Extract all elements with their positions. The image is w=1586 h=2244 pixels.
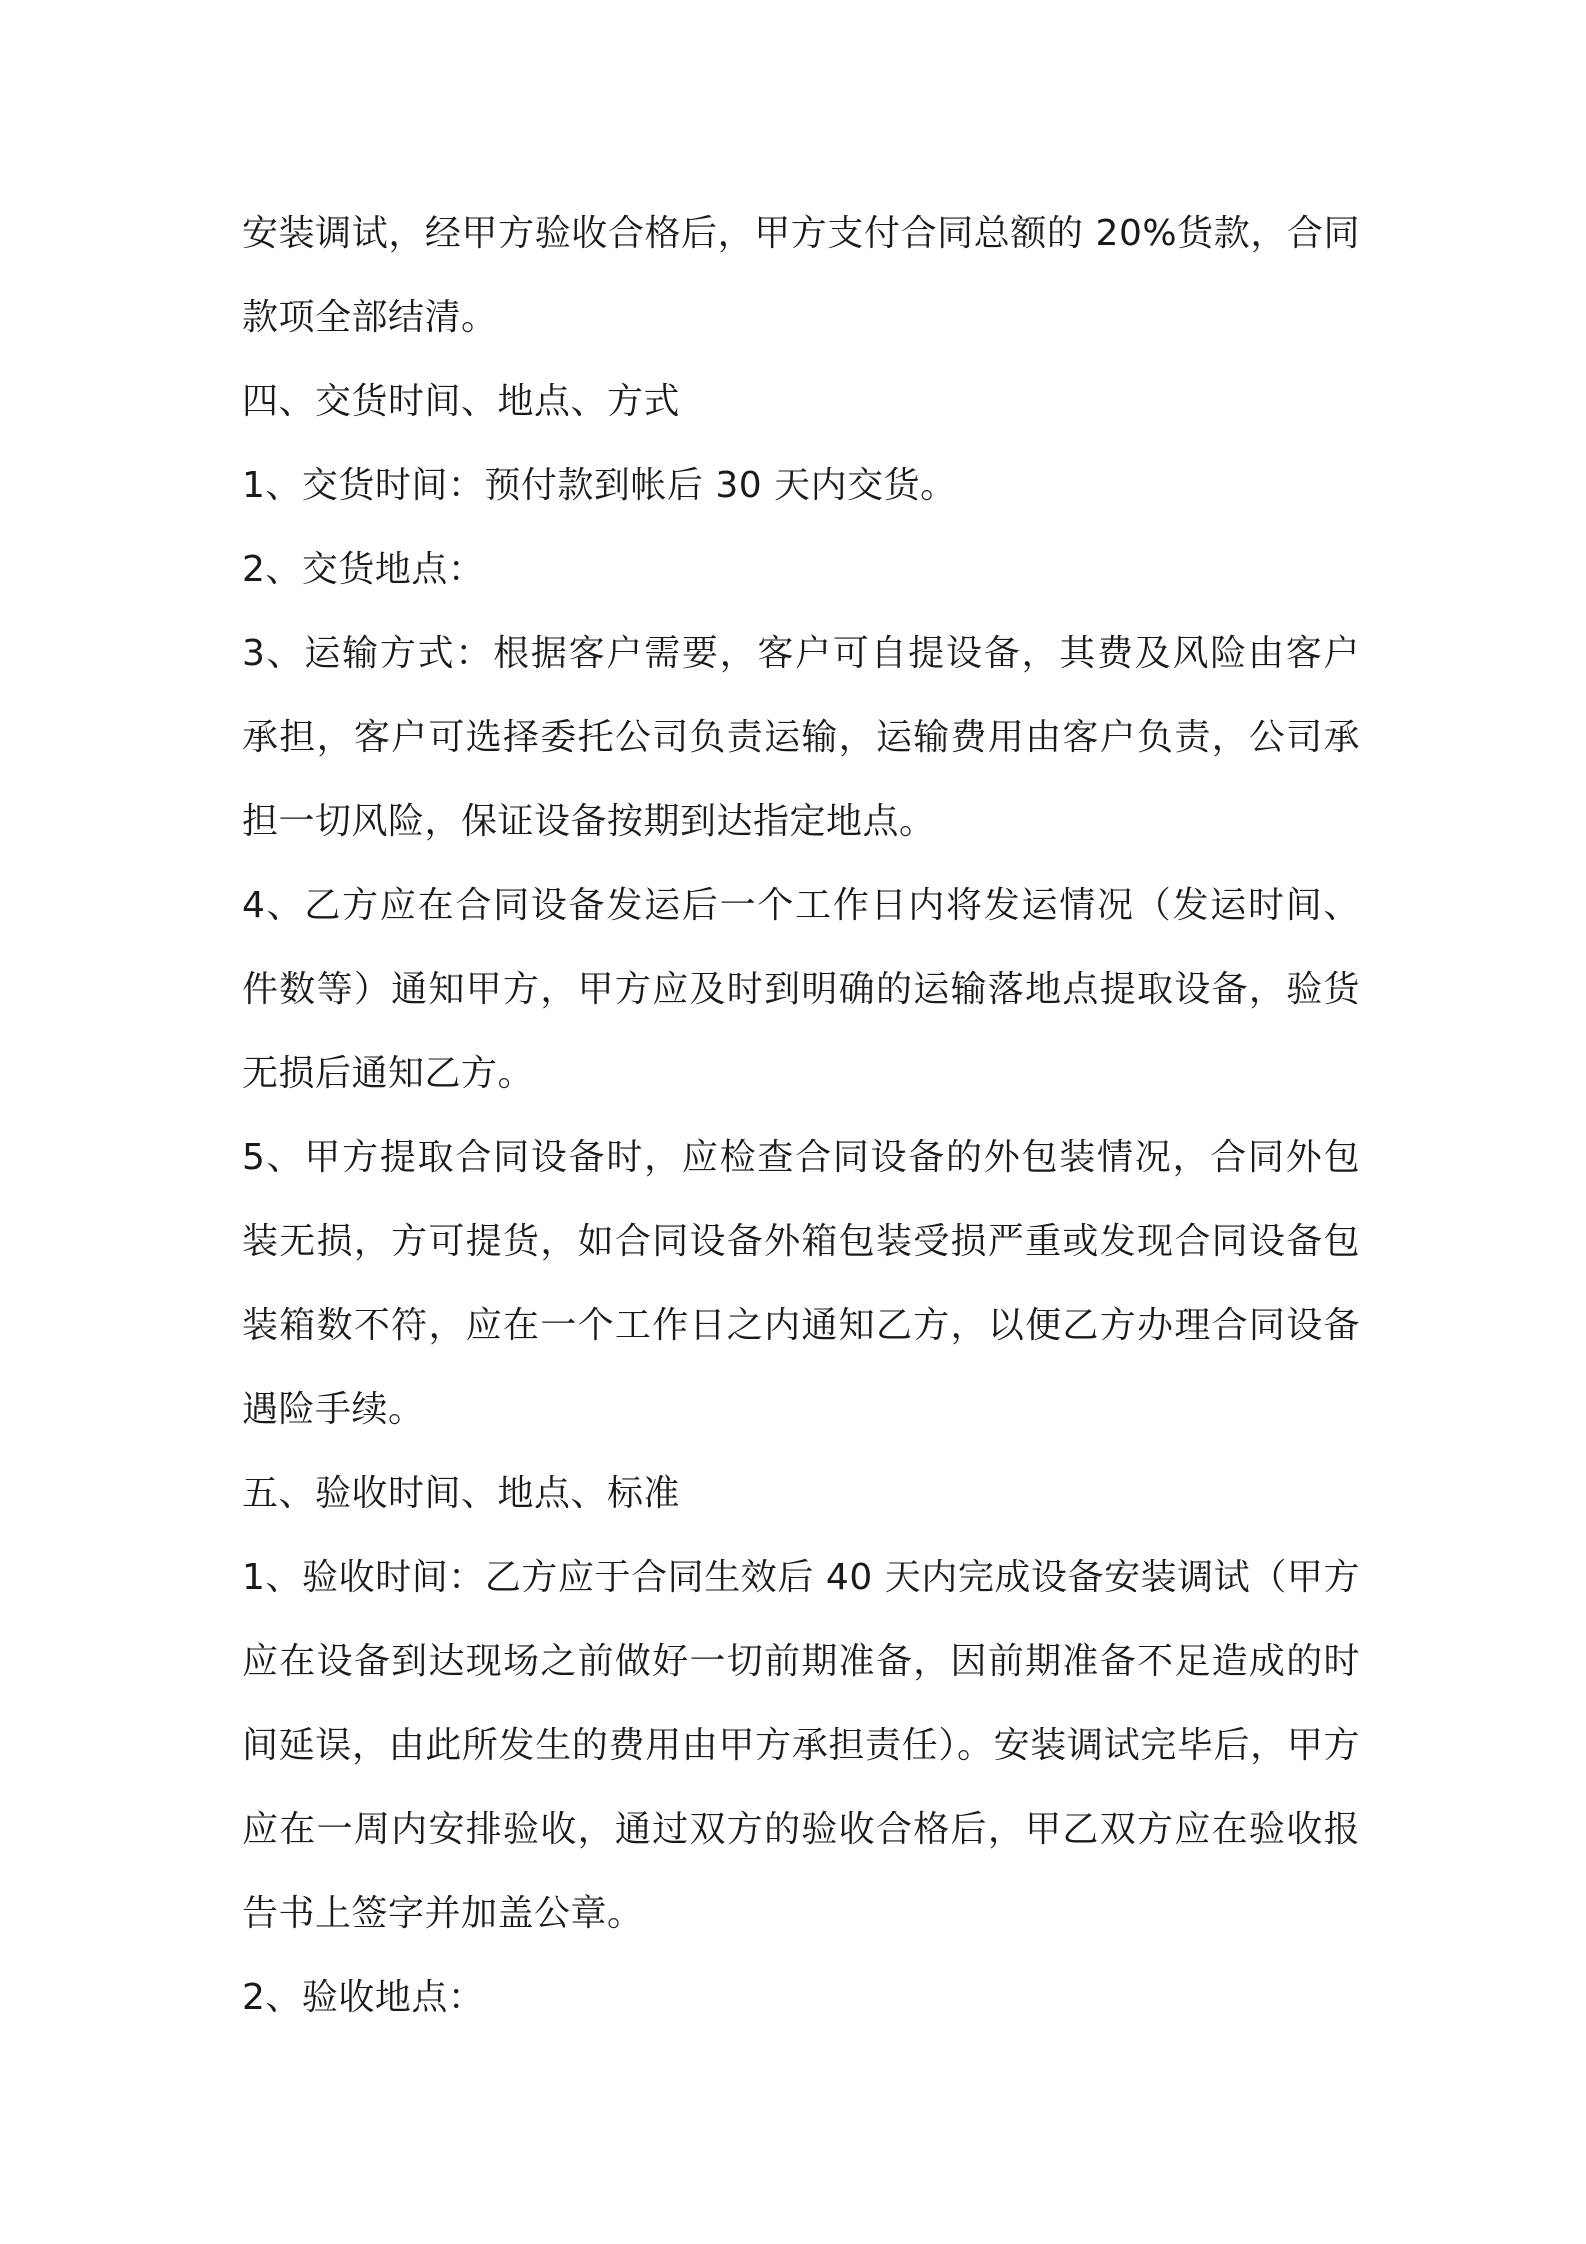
clause-acceptance-time: 1、验收时间：乙方应于合同生效后 40 天内完成设备安装调试（甲方应在设备到达现场之前做好一切前期准备，因前期准备不足造成的时间延误，由此所发生的费用由甲方承担责任）。安装调试完毕后，甲方应在一周内安排验收，通过双方的验收合格后，甲乙双方应在验收报告书上签字并加盖公章。 [242, 1557, 1360, 1934]
clause-delivery-time: 1、交货时间：预付款到帐后 30 天内交货。 [242, 465, 957, 506]
section-heading-acceptance: 五、验收时间、地点、标准 [242, 1473, 681, 1514]
clause-delivery-location: 2、交货地点： [242, 549, 485, 590]
clause-pickup-inspection: 5、甲方提取合同设备时，应检查合同设备的外包装情况，合同外包装无损，方可提货，如合同设备外箱包装受损严重或发现合同设备包装箱数不符，应在一个工作日之内通知乙方，以便乙方办理合同设备遇险手续。 [242, 1137, 1360, 1430]
document-body [242, 192, 1360, 2040]
clause-transport-method: 3、运输方式：根据客户需要，客户可自提设备，其费及风险由客户承担，客户可选择委托公司负责运输，运输费用由客户负责，公司承担一切风险，保证设备按期到达指定地点。 [242, 633, 1360, 842]
section-heading-delivery: 四、交货时间、地点、方式 [242, 381, 681, 422]
clause-shipment-notice: 4、乙方应在合同设备发运后一个工作日内将发运情况（发运时间、件数等）通知甲方，甲方应及时到明确的运输落地点提取设备，验货无损后通知乙方。 [242, 885, 1360, 1094]
clause-acceptance-location: 2、验收地点： [242, 1977, 485, 2018]
paragraph-payment-continuation: 安装调试，经甲方验收合格后，甲方支付合同总额的 20%货款，合同款项全部结清。 [242, 213, 1360, 338]
